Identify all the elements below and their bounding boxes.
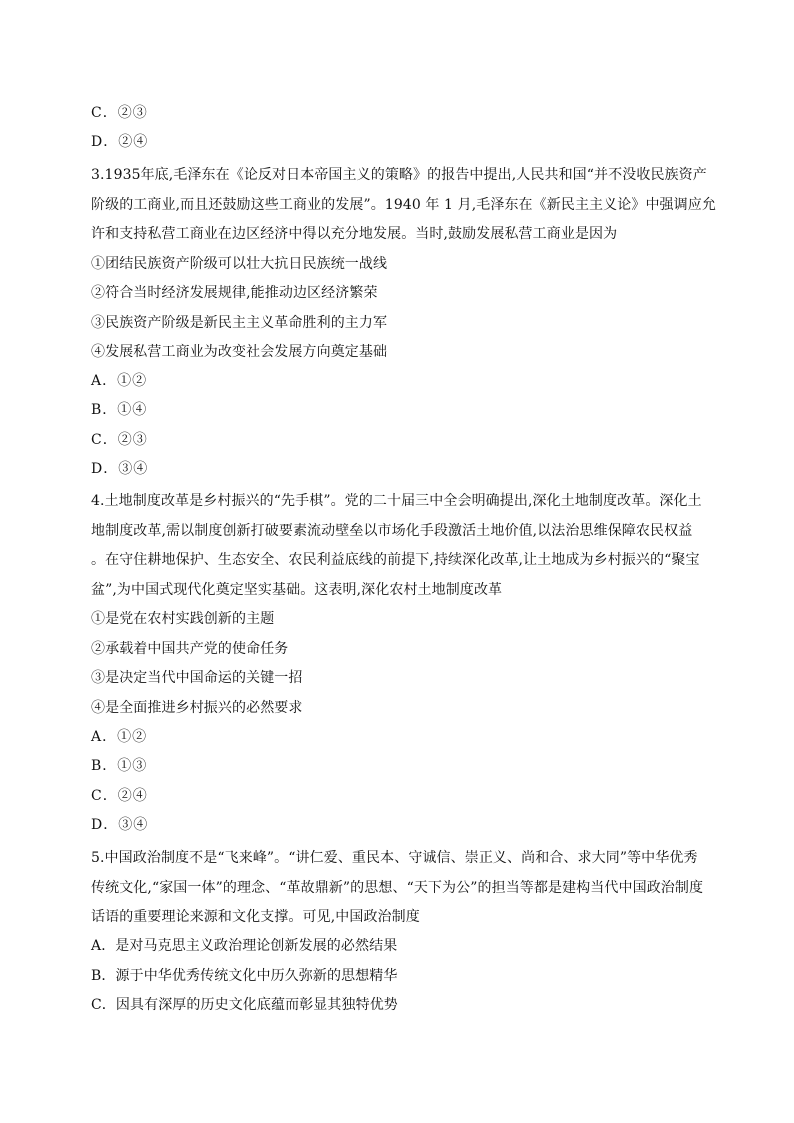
question-3-option-b: B．①④ — [91, 402, 148, 418]
question-4-stem-line-2: 地制度改革,需以制度创新打破要素流动壁垒以市场化手段激活土地价值,以法治思维保障农民权益 — [91, 523, 693, 539]
question-3-stem-line-3: 许和支持私营工商业在边区经济中得以充分地发展。当时,鼓励发展私营工商业是因为 — [91, 226, 618, 242]
question-5-stem-line-1: 5.中国政治制度不是“飞来峰”。“讲仁爱、重民本、守诚信、崇正义、尚和合、求大同”等中华优秀 — [91, 850, 698, 866]
question-4-option-a: A．①② — [91, 729, 148, 745]
question-5-option-b: B．源于中华优秀传统文化中历久弥新的思想精华 — [91, 968, 398, 984]
question-4-statement-4: ④是全面推进乡村振兴的必然要求 — [91, 700, 303, 716]
question-3-option-a: A．①② — [91, 373, 148, 389]
question-3-option-d: D．③④ — [91, 461, 149, 477]
question-4-statement-3: ③是决定当代中国命运的关键一招 — [91, 670, 303, 686]
question-3-statement-4: ④发展私营工商业为改变社会发展方向奠定基础 — [91, 344, 388, 360]
question-4-option-c: C．②④ — [91, 788, 148, 804]
question-3-stem-line-2: 阶级的工商业,而且还鼓励这些工商业的发展”。1940 年 1 月,毛泽东在《新民主主义论》中强调应允 — [91, 197, 716, 213]
option-d: D．②④ — [91, 134, 149, 150]
option-c: C．②③ — [91, 105, 148, 121]
question-3-statement-1: ①团结民族资产阶级可以壮大抗日民族统一战线 — [91, 256, 388, 272]
question-5-option-c: C．因具有深厚的历史文化底蕴而彰显其独特优势 — [91, 997, 398, 1013]
question-5-stem-line-2: 传统文化,“家国一体”的理念、“革故鼎新”的思想、“天下为公”的担当等都是建构当代中国政治制度 — [91, 880, 704, 896]
question-4-stem-line-3: 。在守住耕地保护、生态安全、农民利益底线的前提下,持续深化改革,让土地成为乡村振兴的“聚宝 — [91, 552, 700, 568]
question-4-stem-line-4: 盆”,为中国式现代化奠定坚实基础。这表明,深化农村土地制度改革 — [91, 582, 503, 598]
question-4-statement-2: ②承载着中国共产党的使命任务 — [91, 641, 289, 657]
question-4-statement-1: ①是党在农村实践创新的主题 — [91, 611, 275, 627]
question-4-stem-line-1: 4.土地制度改革是乡村振兴的“先手棋”。党的二十届三中全会明确提出,深化土地制度改革。深化土 — [91, 493, 702, 509]
question-4-option-d: D．③④ — [91, 817, 149, 833]
question-3-statement-3: ③民族资产阶级是新民主主义革命胜利的主力军 — [91, 315, 388, 331]
question-4-option-b: B．①③ — [91, 758, 148, 774]
question-5-stem-line-3: 话语的重要理论来源和文化支撑。可见,中国政治制度 — [91, 909, 420, 925]
question-3-statement-2: ②符合当时经济发展规律,能推动边区经济繁荣 — [91, 285, 378, 301]
question-5-option-a: A．是对马克思主义政治理论创新发展的必然结果 — [91, 938, 398, 954]
question-3-stem-line-1: 3.1935年底,毛泽东在《论反对日本帝国主义的策略》的报告中提出,人民共和国“并不没收民族资产 — [91, 167, 707, 183]
question-3-option-c: C．②③ — [91, 432, 148, 448]
